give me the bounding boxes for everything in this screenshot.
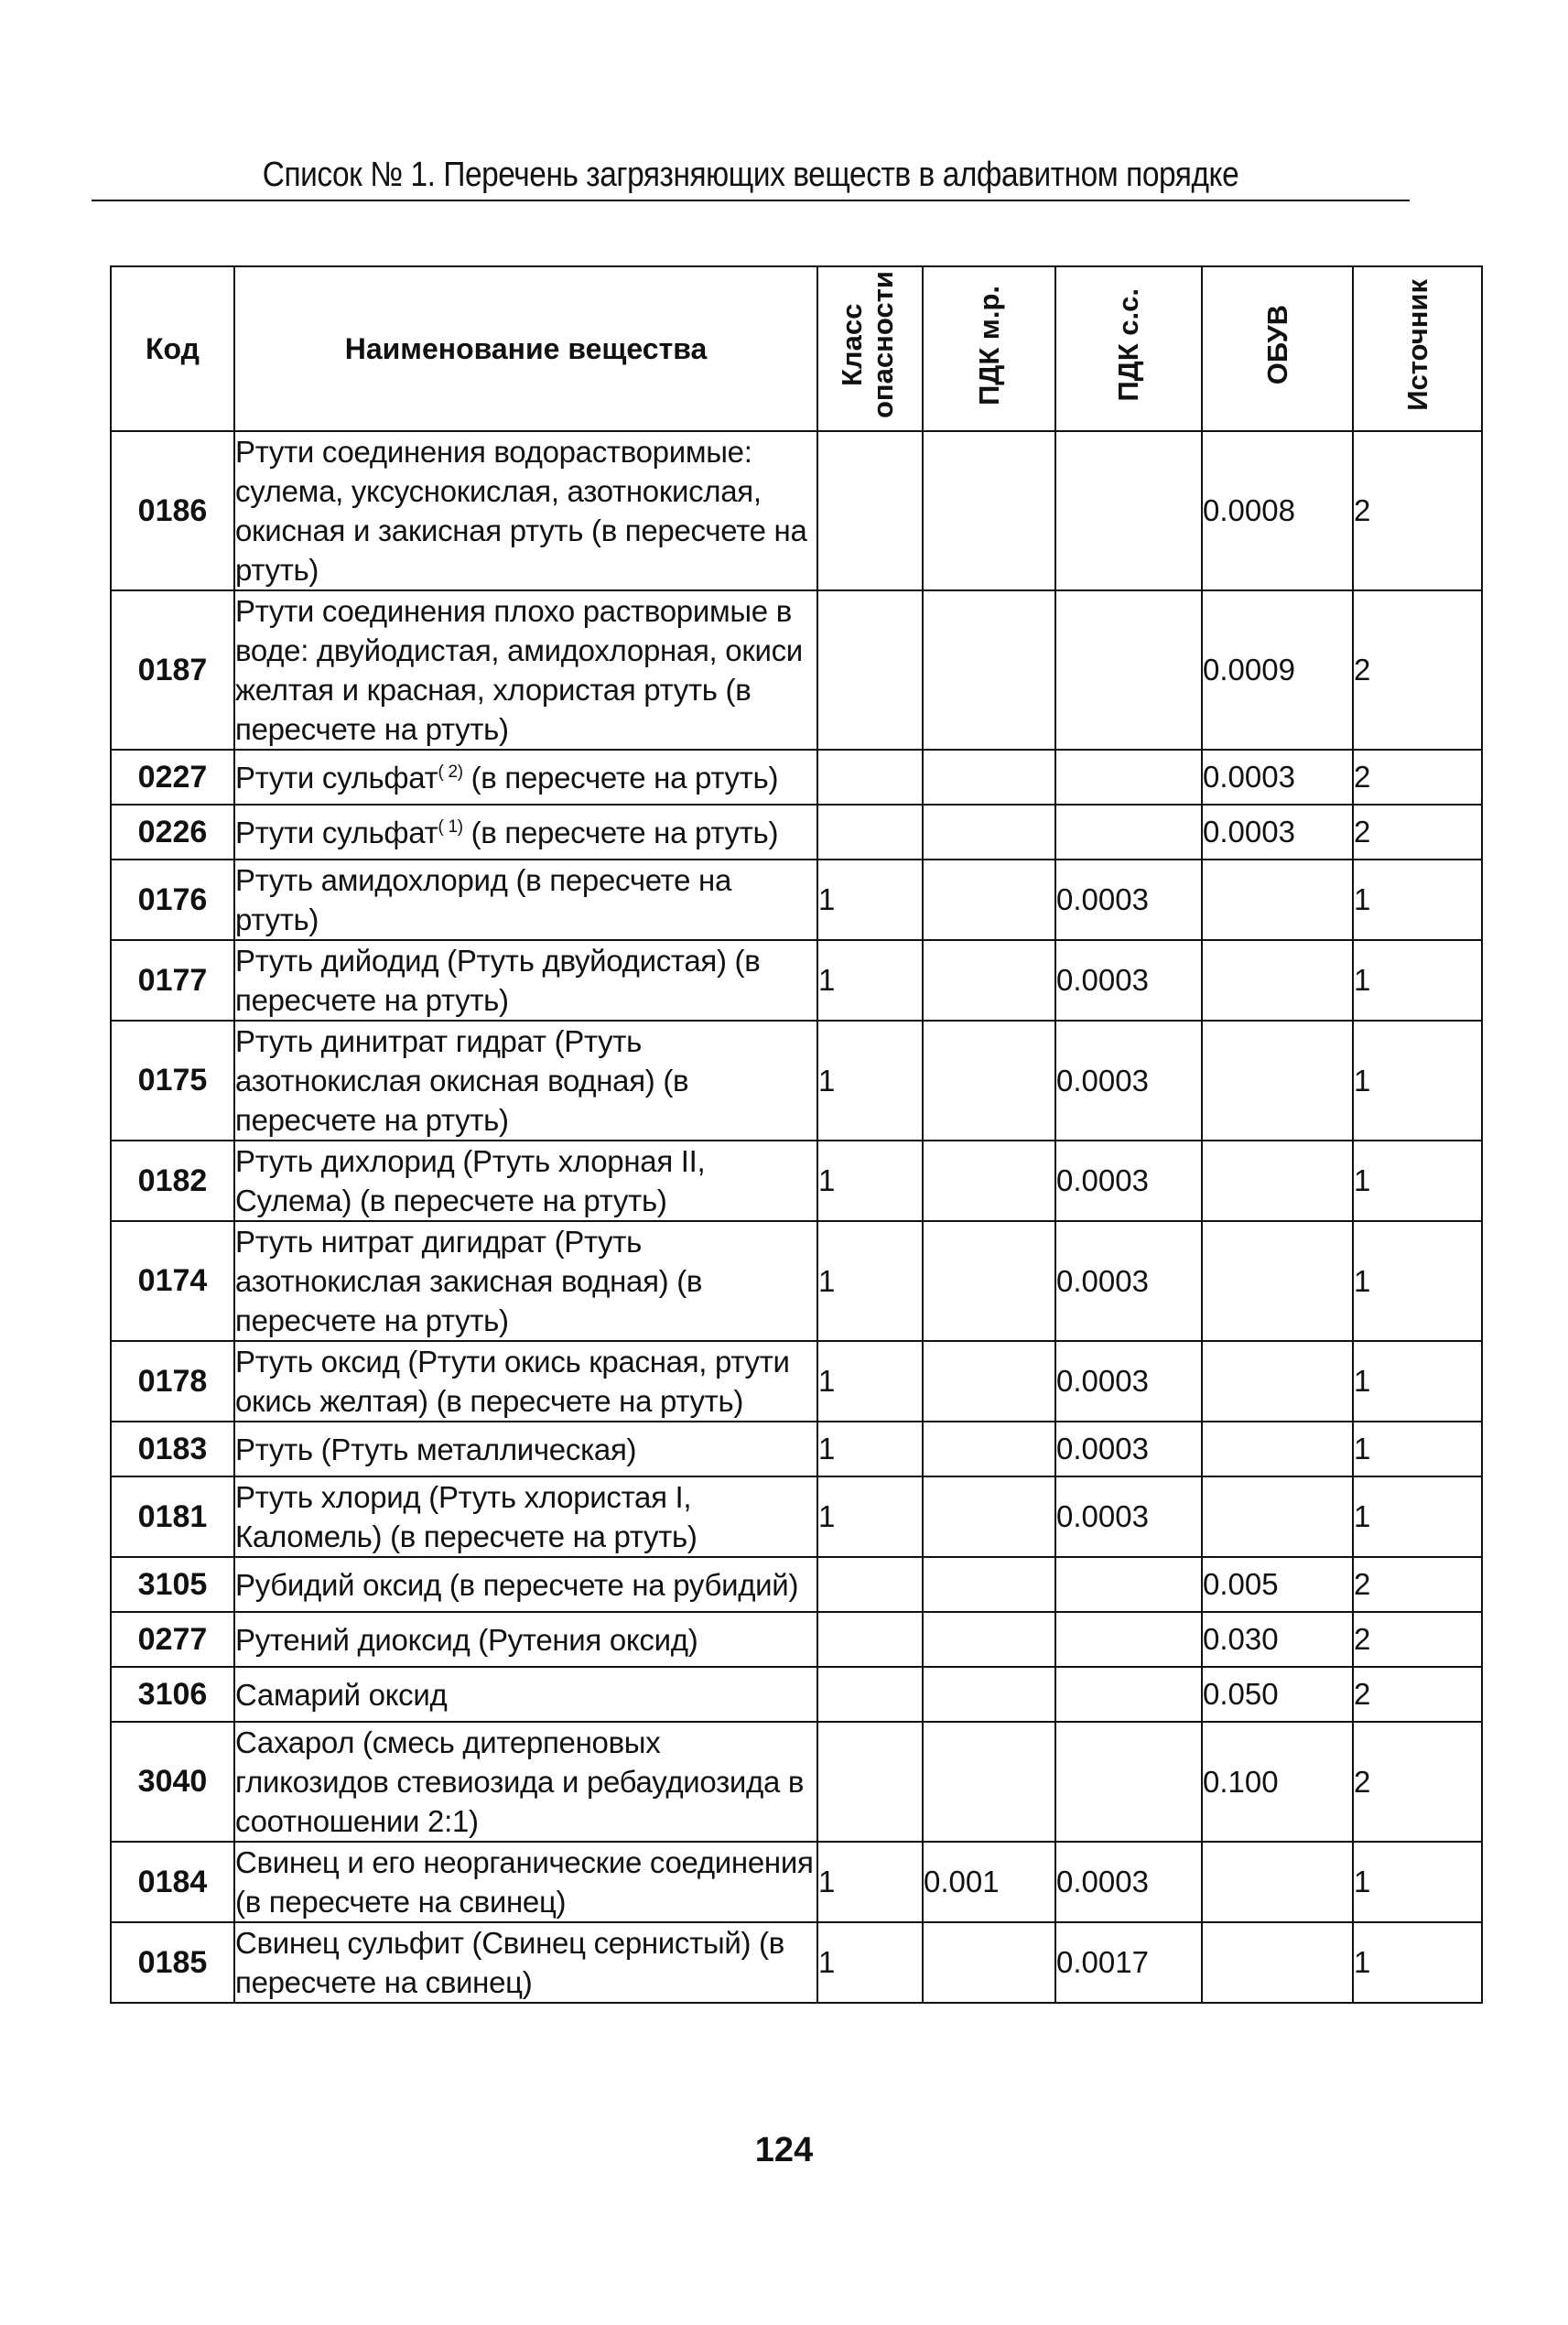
cell-source: 1 xyxy=(1353,860,1482,940)
cell-hazard-class: 1 xyxy=(817,1922,923,2003)
cell-pdk-ss: 0.0003 xyxy=(1055,1221,1202,1341)
cell-code: 0277 xyxy=(111,1612,234,1667)
header-pdk-mr xyxy=(923,266,1055,431)
cell-hazard-class: 1 xyxy=(817,1221,923,1341)
cell-name: Рутений диоксид (Рутения оксид) xyxy=(234,1612,817,1667)
cell-name: Сахарол (смесь дитерпеновых гликозидов стевиозида и ребаудиозида в соотношении 2:1) xyxy=(234,1722,817,1842)
cell-obuv xyxy=(1202,1476,1353,1557)
cell-source: 1 xyxy=(1353,1221,1482,1341)
cell-source: 2 xyxy=(1353,1722,1482,1842)
cell-pdk-mr xyxy=(923,1341,1055,1422)
cell-code: 0182 xyxy=(111,1141,234,1221)
cell-hazard-class xyxy=(817,1667,923,1722)
substances-table xyxy=(110,265,1483,2004)
cell-hazard-class: 1 xyxy=(817,1141,923,1221)
cell-obuv xyxy=(1202,940,1353,1021)
cell-pdk-ss: 0.0003 xyxy=(1055,1842,1202,1922)
cell-obuv: 0.100 xyxy=(1202,1722,1353,1842)
table-row xyxy=(111,860,1482,940)
cell-obuv xyxy=(1202,1141,1353,1221)
cell-pdk-ss xyxy=(1055,1612,1202,1667)
cell-hazard-class: 1 xyxy=(817,940,923,1021)
table-row xyxy=(111,1842,1482,1922)
cell-name: Ртути соединения плохо растворимые в воде: двуйодистая, амидохлорная, окиси желтая и красная, хлористая ртуть (в пересчете на ртуть) xyxy=(234,590,817,750)
cell-pdk-ss xyxy=(1055,1722,1202,1842)
cell-code: 0181 xyxy=(111,1476,234,1557)
cell-obuv xyxy=(1202,1341,1353,1422)
cell-pdk-mr xyxy=(923,1476,1055,1557)
cell-name: Ртуть динитрат гидрат (Ртуть азотнокислая окисная водная) (в пересчете на ртуть) xyxy=(234,1021,817,1141)
cell-hazard-class xyxy=(817,1557,923,1612)
cell-pdk-mr xyxy=(923,1557,1055,1612)
header-name: Наименование вещества xyxy=(234,266,817,431)
cell-hazard-class xyxy=(817,590,923,750)
cell-hazard-class: 1 xyxy=(817,1422,923,1476)
cell-pdk-ss xyxy=(1055,431,1202,590)
table-row xyxy=(111,1341,1482,1422)
cell-pdk-mr xyxy=(923,1722,1055,1842)
cell-source: 1 xyxy=(1353,1842,1482,1922)
table-row xyxy=(111,805,1482,860)
cell-obuv: 0.0009 xyxy=(1202,590,1353,750)
cell-source: 1 xyxy=(1353,940,1482,1021)
cell-code: 0176 xyxy=(111,860,234,940)
cell-code: 0187 xyxy=(111,590,234,750)
cell-pdk-mr xyxy=(923,590,1055,750)
cell-hazard-class xyxy=(817,1612,923,1667)
cell-pdk-mr xyxy=(923,805,1055,860)
cell-name-text: Ртути сульфат xyxy=(235,815,438,849)
table-row xyxy=(111,1557,1482,1612)
table-row xyxy=(111,1141,1482,1221)
cell-hazard-class: 1 xyxy=(817,1341,923,1422)
cell-pdk-ss: 0.0003 xyxy=(1055,1341,1202,1422)
cell-name-tail: (в пересчете на ртуть) xyxy=(462,760,779,795)
table-row xyxy=(111,1922,1482,2003)
cell-name: Ртуть амидохлорид (в пересчете на ртуть) xyxy=(234,860,817,940)
cell-name: Ртути соединения водорастворимые: сулема, уксуснокислая, азотнокислая, окисная и закисная ртуть (в пересчете на ртуть) xyxy=(234,431,817,590)
cell-pdk-mr xyxy=(923,750,1055,805)
table-row xyxy=(111,940,1482,1021)
cell-pdk-mr xyxy=(923,1667,1055,1722)
cell-obuv: 0.050 xyxy=(1202,1667,1353,1722)
cell-pdk-mr xyxy=(923,1922,1055,2003)
cell-pdk-ss: 0.0017 xyxy=(1055,1922,1202,2003)
cell-name: Ртуть нитрат дигидрат (Ртуть азотнокислая закисная водная) (в пересчете на ртуть) xyxy=(234,1221,817,1341)
cell-obuv: 0.0003 xyxy=(1202,750,1353,805)
cell-hazard-class xyxy=(817,750,923,805)
cell-source: 2 xyxy=(1353,431,1482,590)
header-hazard-class xyxy=(817,266,923,431)
cell-hazard-class: 1 xyxy=(817,860,923,940)
header-obuv xyxy=(1202,266,1353,431)
cell-code: 0177 xyxy=(111,940,234,1021)
cell-code: 3040 xyxy=(111,1722,234,1842)
cell-name: Свинец сульфит (Свинец сернистый) (в пересчете на свинец) xyxy=(234,1922,817,2003)
cell-name: Ртуть оксид (Ртути окись красная, ртути окись желтая) (в пересчете на ртуть) xyxy=(234,1341,817,1422)
table-row xyxy=(111,1612,1482,1667)
cell-obuv xyxy=(1202,1422,1353,1476)
cell-name xyxy=(234,805,817,860)
table-row xyxy=(111,1422,1482,1476)
cell-source: 1 xyxy=(1353,1341,1482,1422)
cell-name xyxy=(234,750,817,805)
cell-hazard-class: 1 xyxy=(817,1021,923,1141)
table-row xyxy=(111,750,1482,805)
cell-pdk-ss: 0.0003 xyxy=(1055,1476,1202,1557)
cell-obuv: 0.005 xyxy=(1202,1557,1353,1612)
table-header-row xyxy=(111,266,1482,431)
cell-name: Самарий оксид xyxy=(234,1667,817,1722)
cell-pdk-mr xyxy=(923,860,1055,940)
cell-pdk-ss xyxy=(1055,805,1202,860)
cell-name: Ртуть дийодид (Ртуть двуйодистая) (в пересчете на ртуть) xyxy=(234,940,817,1021)
cell-hazard-class xyxy=(817,431,923,590)
cell-code: 0186 xyxy=(111,431,234,590)
footnote-mark: ( 2) xyxy=(438,762,463,782)
cell-code: 0178 xyxy=(111,1341,234,1422)
cell-code: 0227 xyxy=(111,750,234,805)
table-row xyxy=(111,590,1482,750)
cell-code: 3105 xyxy=(111,1557,234,1612)
cell-obuv: 0.0003 xyxy=(1202,805,1353,860)
cell-name: Свинец и его неорганические соединения (в пересчете на свинец) xyxy=(234,1842,817,1922)
cell-pdk-ss xyxy=(1055,750,1202,805)
cell-hazard-class xyxy=(817,1722,923,1842)
cell-name: Ртуть хлорид (Ртуть хлористая I, Каломель) (в пересчете на ртуть) xyxy=(234,1476,817,1557)
cell-obuv xyxy=(1202,1021,1353,1141)
cell-pdk-ss xyxy=(1055,1557,1202,1612)
cell-source: 2 xyxy=(1353,1612,1482,1667)
cell-name: Ртуть дихлорид (Ртуть хлорная II, Сулема) (в пересчете на ртуть) xyxy=(234,1141,817,1221)
cell-hazard-class: 1 xyxy=(817,1476,923,1557)
cell-source: 2 xyxy=(1353,750,1482,805)
cell-code: 0175 xyxy=(111,1021,234,1141)
cell-source: 1 xyxy=(1353,1922,1482,2003)
cell-source: 2 xyxy=(1353,590,1482,750)
cell-pdk-ss: 0.0003 xyxy=(1055,1422,1202,1476)
footnote-mark: ( 1) xyxy=(438,816,463,837)
cell-hazard-class xyxy=(817,805,923,860)
cell-source: 2 xyxy=(1353,805,1482,860)
header-hazard-class-label: Класс опасности xyxy=(835,271,899,419)
table-row xyxy=(111,1667,1482,1722)
cell-name: Рубидий оксид (в пересчете на рубидий) xyxy=(234,1557,817,1612)
page-number: 124 xyxy=(754,2131,814,2169)
cell-pdk-mr xyxy=(923,1141,1055,1221)
header-source xyxy=(1353,266,1482,431)
cell-obuv xyxy=(1202,860,1353,940)
cell-source: 1 xyxy=(1353,1422,1482,1476)
cell-code: 0183 xyxy=(111,1422,234,1476)
cell-pdk-mr xyxy=(923,1221,1055,1341)
cell-pdk-ss xyxy=(1055,1667,1202,1722)
cell-source: 1 xyxy=(1353,1141,1482,1221)
header-pdk-ss xyxy=(1055,266,1202,431)
table-row xyxy=(111,1722,1482,1842)
page-title: Список № 1. Перечень загрязняющих веществ в алфавитном порядке xyxy=(262,156,1239,194)
header-code: Код xyxy=(111,266,234,431)
cell-pdk-mr xyxy=(923,940,1055,1021)
cell-obuv xyxy=(1202,1842,1353,1922)
cell-obuv xyxy=(1202,1221,1353,1341)
cell-code: 0226 xyxy=(111,805,234,860)
cell-pdk-mr xyxy=(923,1021,1055,1141)
cell-source: 1 xyxy=(1353,1021,1482,1141)
cell-source: 1 xyxy=(1353,1476,1482,1557)
cell-obuv: 0.0008 xyxy=(1202,431,1353,590)
cell-name: Ртуть (Ртуть металлическая) xyxy=(234,1422,817,1476)
table-row xyxy=(111,1476,1482,1557)
cell-code: 3106 xyxy=(111,1667,234,1722)
cell-pdk-ss: 0.0003 xyxy=(1055,860,1202,940)
cell-obuv: 0.030 xyxy=(1202,1612,1353,1667)
table-row xyxy=(111,1221,1482,1341)
cell-code: 0184 xyxy=(111,1842,234,1922)
cell-name-text: Ртути сульфат xyxy=(235,760,438,795)
cell-code: 0185 xyxy=(111,1922,234,2003)
table-row xyxy=(111,431,1482,590)
cell-code: 0174 xyxy=(111,1221,234,1341)
cell-pdk-ss: 0.0003 xyxy=(1055,1141,1202,1221)
table-row xyxy=(111,1021,1482,1141)
header-obuv-label: ОБУВ xyxy=(1260,305,1293,385)
title-rule xyxy=(92,200,1410,201)
cell-pdk-ss: 0.0003 xyxy=(1055,1021,1202,1141)
cell-pdk-mr xyxy=(923,431,1055,590)
header-pdk-mr-label: ПДК м.р. xyxy=(972,285,1005,406)
cell-obuv xyxy=(1202,1922,1353,2003)
cell-pdk-mr xyxy=(923,1612,1055,1667)
cell-source: 2 xyxy=(1353,1557,1482,1612)
cell-pdk-ss: 0.0003 xyxy=(1055,940,1202,1021)
cell-pdk-mr xyxy=(923,1422,1055,1476)
cell-pdk-ss xyxy=(1055,590,1202,750)
cell-pdk-mr: 0.001 xyxy=(923,1842,1055,1922)
cell-source: 2 xyxy=(1353,1667,1482,1722)
cell-hazard-class: 1 xyxy=(817,1842,923,1922)
cell-name-tail: (в пересчете на ртуть) xyxy=(462,815,779,849)
header-source-label: Источник xyxy=(1400,279,1433,411)
header-pdk-ss-label: ПДК с.с. xyxy=(1112,288,1144,402)
